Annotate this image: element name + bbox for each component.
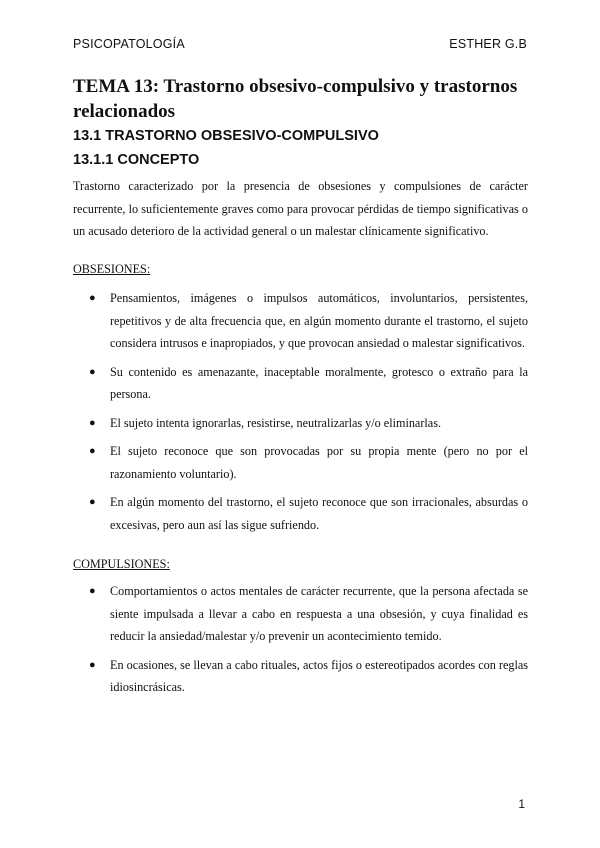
compulsiones-list xyxy=(73,580,528,705)
compulsiones-label: COMPULSIONES: xyxy=(73,557,170,571)
page-title: TEMA 13: Trastorno obsesivo-compulsivo y trastornos relacionados xyxy=(73,76,518,122)
list-item: ● En algún momento del trastorno, el sujeto reconoce que son irracionales, absurdas o excesivas, pero aun así las sigue sufriendo. xyxy=(73,491,528,536)
obsesiones-list xyxy=(73,287,528,542)
page-number: 1 xyxy=(518,797,525,811)
header-subject: PSICOPATOLOGÍA xyxy=(73,37,185,51)
list-item: ● Su contenido es amenazante, inaceptable moralmente, grotesco o extraño para la persona. xyxy=(73,361,528,406)
list-item: ● El sujeto reconoce que son provocadas por su propia mente (pero no por el razonamiento voluntario). xyxy=(73,440,528,485)
list-item: ● En ocasiones, se llevan a cabo rituales, actos fijos o estereotipados acordes con reglas idiosincrásicas. xyxy=(73,654,528,699)
list-item: ● El sujeto intenta ignorarlas, resistirse, neutralizarlas y/o eliminarlas. xyxy=(73,412,528,435)
bullet-icon: ● xyxy=(89,658,96,671)
bullet-icon: ● xyxy=(89,416,96,429)
obsesiones-label: OBSESIONES: xyxy=(73,262,151,276)
header-author: ESTHER G.B xyxy=(449,37,527,51)
list-item: ● Comportamientos o actos mentales de carácter recurrente, que la persona afectada se siente impulsada a llevar a cabo en respuesta a una obsesión, y cuya finalidad es reducir la ansiedad/malestar y/o prevenir un acontecimiento temido. xyxy=(73,580,528,648)
bullet-icon: ● xyxy=(89,292,96,304)
bullet-icon: ● xyxy=(89,496,96,508)
intro-paragraph: Trastorno caracterizado por la presencia de obsesiones y compulsiones de carácter recurrente, lo suficientemente graves como para provocar pérdidas de tiempo significativas o un acusado deterioro de la actividad general o un malestar clínicamente significativo. xyxy=(73,179,528,238)
bullet-icon: ● xyxy=(89,445,96,457)
bullet-icon: ● xyxy=(89,585,96,597)
bullet-icon: ● xyxy=(89,365,96,378)
list-item: ● Pensamientos, imágenes o impulsos automáticos, involuntarios, persistentes, repetitivos y de alta frecuencia que, en algún momento durante el trastorno, el sujeto considera intrusos e inapropiados, y que provocan ansiedad o malestar significativos. xyxy=(73,287,528,355)
section-heading: 13.1 TRASTORNO OBSESIVO-COMPULSIVO xyxy=(73,128,379,144)
subsection-heading: 13.1.1 CONCEPTO xyxy=(73,152,200,168)
